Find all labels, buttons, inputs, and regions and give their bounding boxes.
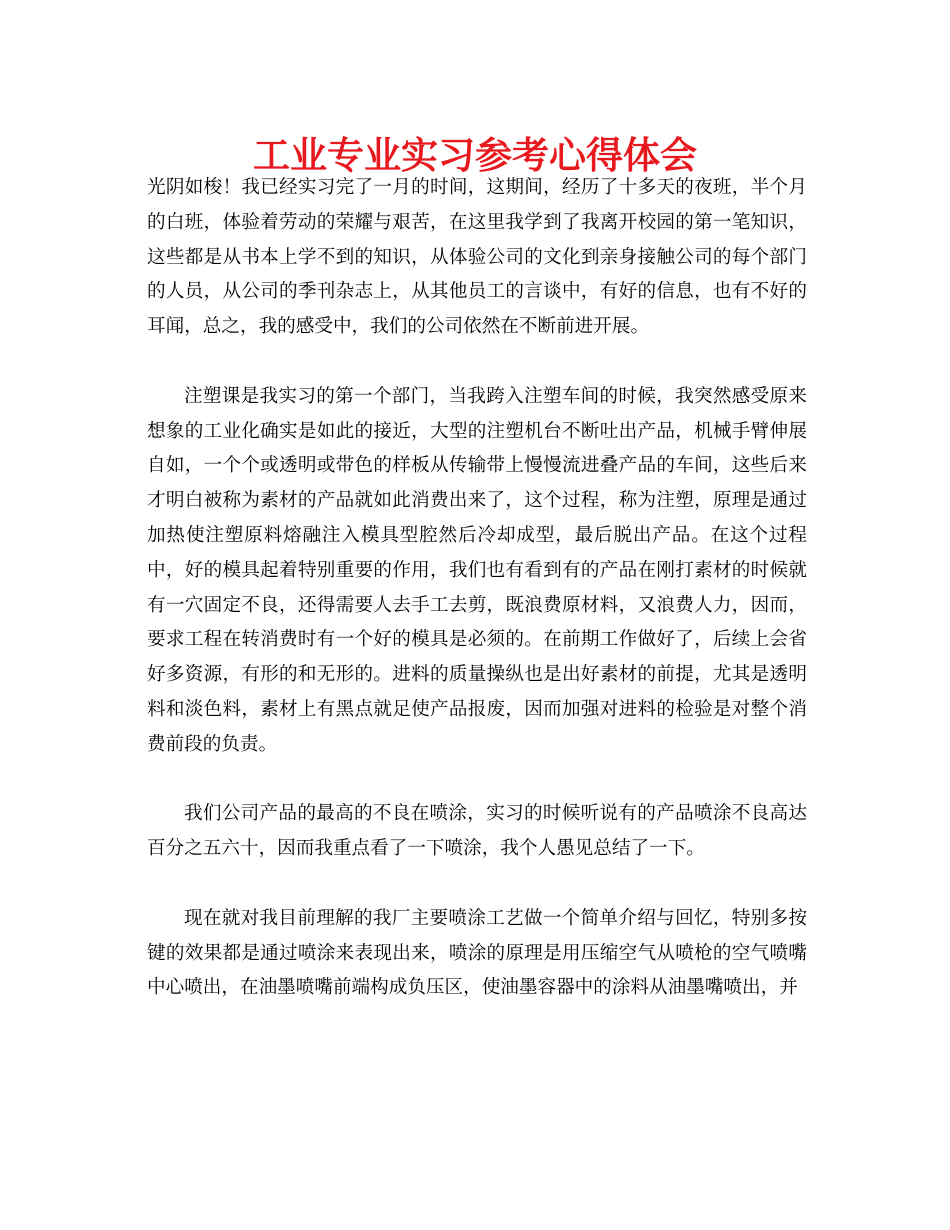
paragraph-3: 我们公司产品的最高的不良在喷涂，实习的时候听说有的产品喷涂不良高达百分之五六十，因而我重点看了一下喷涂，我个人愚见总结了一下。 — [147, 803, 807, 860]
paragraph-2: 注塑课是我实习的第一个部门，当我跨入注塑车间的时候，我突然感受原来想象的工业化确实是如此的接近，大型的注塑机台不断吐出产品，机械手臂伸展自如，一个个或透明或带色的样板从传输带上慢慢流进叠产品的车间，这些后来才明白被称为素材的产品就如此消费出来了，这个过程，称为注塑，原理是通过加热使注塑原料熔融注入模具型腔然后冷却成型，最后脱出产品。在这个过程中，好的模具起着特别重要的作用，我们也有看到有的产品在刚打素材的时候就有一穴固定不良，还得需要人去手工去剪，既浪费原材料，又浪费人力，因而，要求工程在转消费时有一个好的模具是必须的。在前期工作做好了，后续上会省好多资源，有形的和无形的。进料的质量操纵也是出好素材的前提，尤其是透明料和淡色料，素材上有黑点就足使产品报废，因而加强对进料的检验是对整个消费前段的负责。 — [147, 385, 807, 755]
paragraph-4: 现在就对我目前理解的我厂主要喷涂工艺做一个简单介绍与回忆，特别多按键的效果都是通过喷涂来表现出来，喷涂的原理是用压缩空气从喷枪的空气喷嘴中心喷出，在油墨喷嘴前端构成负压区，使油墨容器中的涂料从油墨嘴喷出，并 — [147, 907, 807, 999]
document-title: 工业专业实习参考心得体会 — [253, 134, 697, 177]
paragraph-1: 光阴如梭！我已经实习完了一月的时间，这期间，经历了十多天的夜班，半个月的白班，体验着劳动的荣耀与艰苦，在这里我学到了我离开校园的第一笔知识，这些都是从书本上学不到的知识，从体验公司的文化到亲身接触公司的每个部门的人员，从公司的季刊杂志上，从其他员工的言谈中，有好的信息，也有不好的耳闻，总之，我的感受中，我们的公司依然在不断前进开展。 — [147, 177, 807, 338]
document-body — [147, 171, 807, 1041]
